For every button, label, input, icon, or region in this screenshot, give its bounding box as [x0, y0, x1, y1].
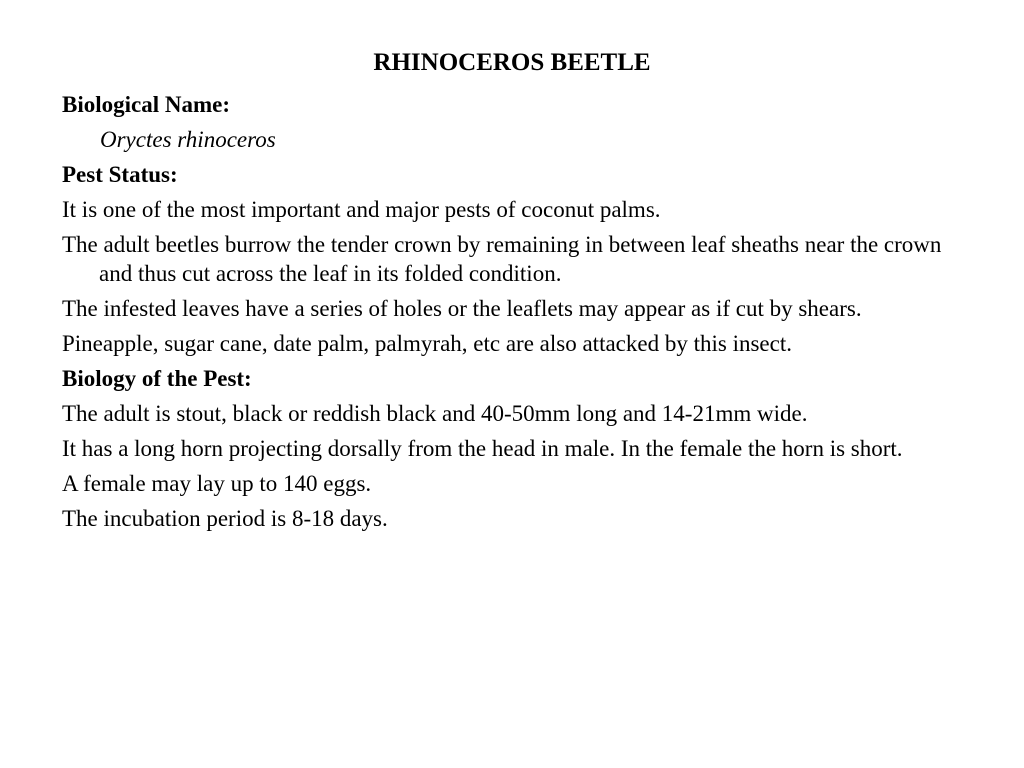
- biology-heading: Biology of the Pest:: [62, 366, 252, 391]
- pest-status-point: Pineapple, sugar cane, date palm, palmyrah, etc are also attacked by this insect.: [62, 331, 792, 356]
- biology-point: It has a long horn projecting dorsally from the head in male. In the female the horn is short.: [62, 436, 903, 461]
- pest-status-point: The infested leaves have a series of holes or the leaflets may appear as if cut by shears.: [62, 296, 862, 321]
- pest-status-point: It is one of the most important and major pests of coconut palms.: [62, 197, 661, 222]
- biology-point: The adult is stout, black or reddish black and 40-50mm long and 14-21mm wide.: [62, 401, 808, 426]
- biological-name-heading: Biological Name:: [62, 92, 230, 117]
- slide-title: RHINOCEROS BEETLE: [373, 49, 651, 76]
- biological-name-value: Oryctes rhinoceros: [100, 127, 276, 152]
- slide-content: [62, 90, 972, 539]
- biology-point: The incubation period is 8-18 days.: [62, 506, 388, 531]
- biology-point: A female may lay up to 140 eggs.: [62, 471, 372, 496]
- pest-status-point: The adult beetles burrow the tender crown by remaining in between leaf sheaths near the crown and thus cut across the leaf in its folded condition.: [62, 232, 942, 286]
- pest-status-heading: Pest Status:: [62, 162, 178, 187]
